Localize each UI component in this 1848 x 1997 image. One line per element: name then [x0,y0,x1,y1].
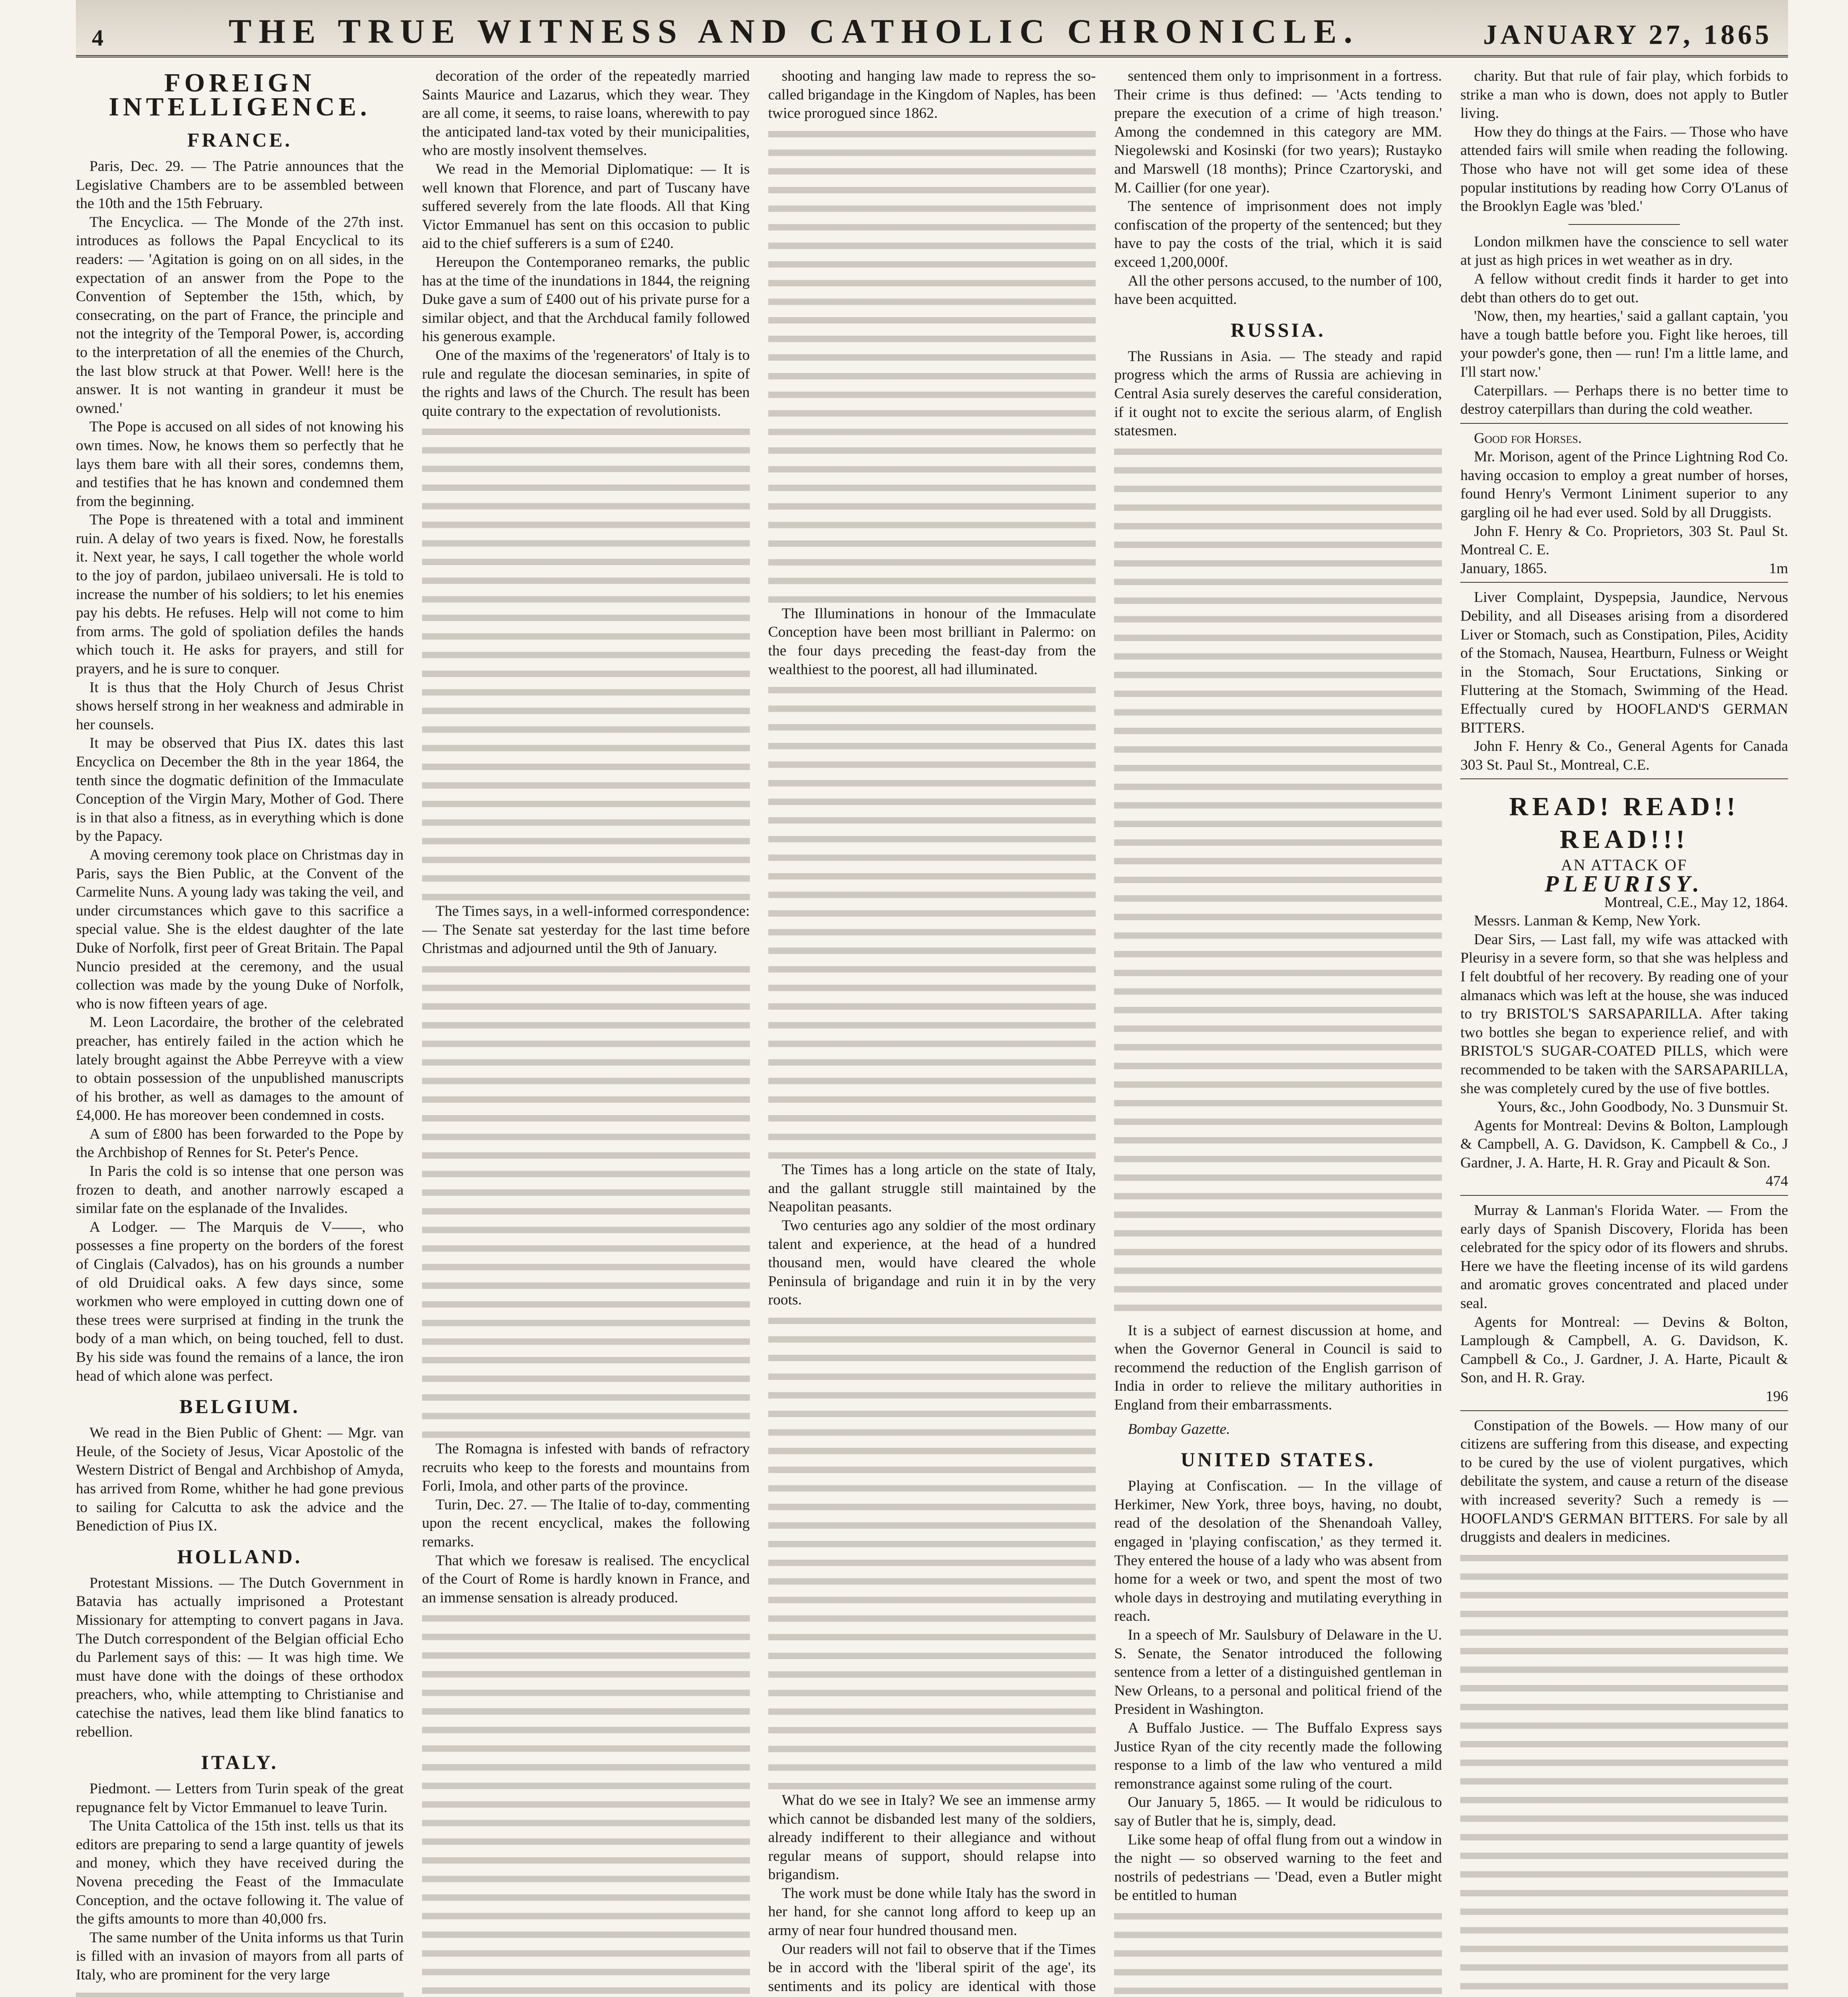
advertisement-bitters [1460,582,1788,774]
ad-signature: Yours, &c., John Goodbody, No. 3 Dunsmuir St. [1497,1099,1788,1116]
heading-italy: ITALY. [201,1751,279,1774]
ad-place: Montreal, C.E., May 12, 1864. [1604,894,1788,911]
columns [76,58,1788,1997]
ad-body: Mr. Morison, agent of the Prince Lightning Rod Co. having occasion to employ a great number of horses, found Henry's Vermont Liniment superior to any gargling oil he had ever used. Sold by all Druggists. [1460,449,1788,521]
text-continuation [768,125,1096,605]
paragraph: The work must be done while Italy has the sword in her hand, for she cannot long afford to keep up an army of near four hundred thousand men. [768,1885,1096,1939]
paragraph: Caterpillars. — Perhaps there is no better time to destroy caterpillars than during the cold weather. [1460,382,1788,418]
paragraph: 'Now, then, my hearties,' said a gallant captain, 'you have a tough battle before you. Fight like heroes, till your powder's gone, then — run! I'm a little lame, and I'll start now.' [1460,308,1788,380]
paragraph: Playing at Confiscation. — In the village of Herkimer, New York, three boys, having, no doubt, read of the desolation of the Shenandoah Valley, engaged in 'playing confiscation,' as they termed it. They entered the house of a lady who was absent from home for a week or two, and spent the most of two whole days in destroying and mutilating everything in reach. [1114,1478,1442,1625]
ad-title: Good for Horses. [1474,430,1582,447]
paragraph: sentenced them only to imprisonment in a fortress. Their crime is thus defined: — 'Acts tending to prepare the execution of a crime of high treason.' Among the condemned in this category are MM. Niegolewski and Kosinski (for two years); Rustayko and Marswell (18 months); Prince Czartoryski, and M. Caillier (for one year). [1114,68,1442,196]
paragraph: shooting and hanging law made to repress the so-called brigandage in the Kingdom of Naples, has been twice prorogued since 1862. [768,68,1096,122]
column-5 [1460,67,1788,1997]
paragraph: All the other persons accused, to the number of 100, have been acquitted. [1114,272,1442,308]
paragraph: The same number of the Unita informs us that Turin is filled with an invasion of mayors from all parts of Italy, who are prominent for the very large [76,1929,404,1983]
advertisement-pleurisy [1460,778,1788,1191]
ad-body: Dear Sirs, — Last fall, my wife was attacked with Pleurisy in a severe form, so that she was helpless and I felt doubtful of her recovery. By reading one of your almanacs which was left at the house, she was induced to try BRISTOL'S SARSAPARILLA. After taking two bottles she began to experience relief, and with BRISTOL'S SUGAR-COATED PILLS, which were recommended to be taken with the SARSAPARILLA, she was completely cured by the use of five bottles. [1460,931,1788,1097]
paragraph: In Paris the cold is so intense that one person was frozen to death, and another narrowly escaped a similar fate on the esplanade of the Invalides. [76,1163,404,1217]
section-heading-foreign: FOREIGN INTELLIGENCE. [109,68,371,121]
paragraph: We read in the Bien Public of Ghent: — Mgr. van Heule, of the Society of Jesus, Vicar Apostolic of the Western District of Bengal and Archbishop of Amyda, has arrived from Rome, whither he had gone previous to sailing for Calcutta to ask the advice and the Benediction of Pius IX. [76,1425,404,1534]
paragraph: That which we foresaw is realised. The encyclical of the Court of Rome is hardly known in France, and an immense sensation is already produced. [422,1552,750,1606]
paragraph: A sum of £800 has been forwarded to the Pope by the Archbishop of Rennes for St. Peter's Pence. [76,1126,404,1161]
paragraph: Hereupon the Contemporaneo remarks, the public has at the time of the inundations in 1844, the reigning Duke gave a sum of £400 out of his private purse for a similar object, and that the Archducal family followed his generous example. [422,254,750,345]
ad-body: Murray & Lanman's Florida Water. — From the early days of Spanish Discovery, Florida has been celebrated for the spicy odor of its flowers and shrubs. Here we have the fleeting incense of its wild gardens and aromatic groves concentrated and placed under seal. [1460,1202,1788,1312]
paragraph: A Lodger. — The Marquis de V——, who possesses a fine property on the borders of the forest of Cinglais (Calvados), has on his grounds a number of old Druidical oaks. A few days since, some workmen who were employed in cutting down one of these trees were surprised at finding in the trunk the body of a man which, on being touched, fell to dust. By his side was found the remains of a lance, the iron head of which alone was perfect. [76,1219,404,1384]
paragraph: It is thus that the Holy Church of Jesus Christ shows herself strong in her weakness and admirable in her counsels. [76,679,404,733]
ad-agents: Agents for Montreal: — Devins & Bolton, Lamplough & Campbell, A. G. Davidson, K. Campbell & Co., J. Gardner, J. A. Harte, Picault & Son, and H. R. Gray. [1460,1314,1788,1386]
heading-holland: HOLLAND. [177,1545,303,1568]
divider [1568,224,1680,225]
ad-code: 196 [1765,1388,1788,1405]
paragraph: It may be observed that Pius IX. dates this last Encyclica on December the 8th in the year 1864, the tenth since the dogmatic definition of the Immaculate Conception of the Virgin Mary, Mother of God. There is in that also a fitness, as in everything which is done by the Papacy. [76,735,404,845]
ad-dateline [1460,560,1788,578]
paragraph: The Unita Cattolica of the 15th inst. tells us that its editors are preparing to send a large quantity of jewels and money, which they have received during the Novena preceding the Feast of the Immaculate Conception, and the octave following it. The value of the gifts amounts to more than 40,000 frs. [76,1818,404,1928]
paragraph: M. Leon Lacordaire, the brother of the celebrated preacher, has entirely failed in the action which he lately brought against the Abbe Perreyve with a view to obtain possession of the unpublished manuscripts of his brother, as well as damages to the amount of £4,000. He has moreover been condemned in costs. [76,1014,404,1124]
ad-signature: John F. Henry & Co. Proprietors, 303 St. Paul St. Montreal C. E. [1460,523,1788,558]
ad-body: Liver Complaint, Dyspepsia, Jaundice, Nervous Debility, and all Diseases arising from a disordered Liver or Stomach, such as Constipation, Piles, Acidity of the Stomach, Nausea, Heartburn, Fulness or Weight in the Stomach, Sour Eructations, Sinking or Fluttering at the Stomach, Swimming of the Head. Effectually cured by HOOFLAND'S GERMAN BITTERS. [1460,589,1788,736]
advertisement-florida-water [1460,1195,1788,1406]
advertisement-constipation [1460,1410,1788,1547]
paragraph: The Times has a long article on the state of Italy, and the gallant struggle still maintained by the Neapolitan peasants. [768,1161,1096,1215]
text-continuation [1460,1549,1788,1997]
heading-united-states: UNITED STATES. [1180,1448,1376,1471]
ad-body: Constipation of the Bowels. — How many of our citizens are suffering from this disease, and expecting to be cured by the use of violent purgatives, which debilitate the system, and cause a return of the disease with increased severity? Such a remedy is — HOOFLAND'S GERMAN BITTERS. For sale by all druggists and dealers in medicines. [1460,1417,1788,1546]
column-1 [76,67,404,1997]
paragraph: The Times says, in a well-informed correspondence: — The Senate sat yesterday for the last time before Christmas and adjourned until the 9th of January. [422,903,750,957]
source-credit: Bombay Gazette. [1128,1421,1230,1437]
ad-subheadline: AN ATTACK OF [1560,856,1688,874]
paragraph: Turin, Dec. 27. — The Italie of to-day, commenting upon the recent encyclical, makes the following remarks. [422,1496,750,1550]
page-number: 4 [92,25,105,51]
paragraph: Our readers will not fail to observe that if the Times be in accord with the 'liberal spirit of the age', its sentiments and its policy are identical with those [768,1941,1096,1995]
heading-france: FRANCE. [187,129,292,151]
column-2 [422,67,750,1997]
paragraph: The sentence of imprisonment does not imply confiscation of the property of the sentenced; but they have to pay the costs of the trial, which it is said exceed 1,200,000f. [1114,198,1442,270]
paragraph: Piedmont. — Letters from Turin speak of the great repugnance felt by Victor Emmanuel to leave Turin. [76,1781,404,1816]
paragraph: The Pope is threatened with a total and imminent ruin. A delay of two years is fixed. Now, he forestalls it. Next year, he says, I call together the whole world to the joy of pardon, jubilaeo universali. He is told to increase the number of his soldiers; to let his enemies pay his debts. He refuses. Help will not come to him from arms. The gold of spoliation defiles the hands which touch it. He asks for prayers, and still for prayers, and he is sure to conquer. [76,512,404,677]
column-4 [1114,67,1442,1997]
text-continuation [1114,443,1442,1322]
ad-code: 474 [1765,1173,1788,1190]
paragraph: A moving ceremony took place on Christmas day in Paris, says the Bien Public, at the Convent of the Carmelite Nuns. A young lady was taking the veil, and under circumstances which gave to this sacrifice a special value. She is the eldest daughter of the late Duke of Norfolk, first peer of Great Britain. The Papal Nuncio presided at the ceremony, and the usual collection was made by the young Duke of Norfolk, who is now fifteen years of age. [76,846,404,1012]
heading-russia: RUSSIA. [1230,318,1326,341]
ad-addressee: Messrs. Lanman & Kemp, New York. [1474,913,1701,929]
text-continuation [1114,1908,1442,1997]
paragraph: One of the maxims of the 'regenerators' of Italy is to rule and regulate the diocesan seminaries, in spite of the rights and laws of the Church. The result has been quite contrary to the expectation of revolutionists. [422,347,750,419]
paragraph: The Illuminations in honour of the Immaculate Conception have been most brilliant in Palermo: on the four days preceding the feast-day from the wealthiest to the poorest, all had illuminated. [768,605,1096,678]
text-continuation [768,1312,1096,1791]
masthead [76,0,1788,58]
paragraph: London milkmen have the conscience to sell water at just as high prices in wet weather as in dry. [1460,233,1788,269]
advertisement-horses [1460,423,1788,578]
ad-signature: John F. Henry & Co., General Agents for Canada 303 St. Paul St., Montreal, C.E. [1460,738,1788,773]
paragraph: It is a subject of earnest discussion at home, and when the Governor General in Council is said to recommend the reduction of the English garrison of India in order to relieve the military authorities in England from their embarrassments. [1114,1322,1442,1413]
paragraph: Two centuries ago any soldier of the most ordinary talent and experience, at the head of a hundred thousand men, would have cleared the whole Peninsula of brigandage and ruin it in by the very roots. [768,1217,1096,1308]
ad-headline: READ! READ!! READ!!! [1509,792,1739,854]
text-continuation [422,961,750,1440]
paragraph: How they do things at the Fairs. — Those who have attended fairs will smile when reading the following. Those who have not will get some idea of these popular institutions by reading how Corry O'Lanus of the Brooklyn Eagle was 'bled.' [1460,123,1788,215]
paragraph: decoration of the order of the repeatedly married Saints Maurice and Lazarus, which they wear. They are all come, it seems, to raise loans, wherewith to pay the anticipated land-tax voted by their municipalities, who are mostly insolvent themselves. [422,68,750,159]
paragraph: The Romagna is infested with bands of refractory recruits who keep to the forests and mountains from Forli, Imola, and other parts of the province. [422,1441,750,1495]
ad-code: 1m [1769,560,1788,577]
paragraph: Our January 5, 1865. — It would be ridiculous to say of Butler that he is, simply, dead. [1114,1794,1442,1829]
newspaper-title: THE TRUE WITNESS AND CATHOLIC CHRONICLE. [228,12,1360,50]
paragraph: We read in the Memorial Diplomatique: — It is well known that Florence, and part of Tuscany have suffered severely from the late floods. All that King Victor Emmanuel has sent on this occasion to public aid to the chief sufferers is a sum of £240. [422,161,750,252]
paragraph: What do we see in Italy? We see an immense army which cannot be disbanded lest many of the soldiers, already indifferent to their allegiance and without regular means of support, should relapse into brigandism. [768,1792,1096,1883]
paragraph: Protestant Missions. — The Dutch Government in Batavia has actually imprisoned a Protestant Missionary for attempting to convert pagans in Java. The Dutch correspondent of the Belgian official Echo du Parlement says of this: — It was high time. We must have done with the doings of these orthodox preachers, who, while attempting to Christianise and catechise the natives, lead them like blind fanatics to rebellion. [76,1574,404,1740]
paragraph: A fellow without credit finds it harder to get into debt than others do to get out. [1460,270,1788,306]
paragraph: A Buffalo Justice. — The Buffalo Express says Justice Ryan of the city recently made the following response to a limb of the law who ventured a mild remonstrance against some ruling of the court. [1114,1719,1442,1792]
text-continuation [422,423,750,902]
issue-date: JANUARY 27, 1865 [1483,20,1772,50]
paragraph: In a speech of Mr. Saulsbury of Delaware in the U. S. Senate, the Senator introduced the following sentence from a letter of a distinguished gentleman in New Orleans, to a personal and political friend of the President in Washington. [1114,1627,1442,1718]
paragraph: charity. But that rule of fair play, which forbids to strike a man who is down, does not apply to Butler living. [1460,68,1788,122]
text-continuation [422,1610,750,1997]
paragraph: The Pope is accused on all sides of not knowing his own times. Now, he knows them so perfectly that he lays them bare with all their sores, condemns them, and testifies that he has known and condemned them from the beginning. [76,419,404,510]
paragraph: The Encyclica. — The Monde of the 27th inst. introduces as follows the Papal Encyclical to its readers: — 'Agitation is going on on all sides, in the expectation of an answer from the Pope to the Convention of September the 15th, which, by consecrating, on the part of France, the principle and not the integrity of the Temporal Power, is, according to the interpretation of all the enemies of the Church, the last blow struck at that Power. Well! here is the answer. It is not wanting in grandeur it must be owned.' [76,214,404,417]
ad-agents: Agents for Montreal: Devins & Bolton, Lamplough & Campbell, A. G. Davidson, K. Campbell & Co., J Gardner, J. A. Harte, H. R. Gray and Picault & Son. [1460,1117,1788,1171]
heading-belgium: BELGIUM. [179,1395,300,1418]
paragraph: The Russians in Asia. — The steady and rapid progress which the arms of Russia are achieving in Central Asia surely deserves the careful consideration, if it ought not to excite the serious alarm, of English statesmen. [1114,348,1442,439]
ad-keyword: PLEURISY. [1545,870,1704,897]
column-3 [768,67,1096,1997]
paragraph: Like some heap of offal flung from out a window in the night — so observed warning to the feet and nostrils of pedestrians — 'Dead, even a Butler might be entitled to human [1114,1831,1442,1904]
text-continuation [76,1987,404,1997]
ad-date: January, 1865. [1460,560,1547,577]
text-continuation [768,681,1096,1161]
paragraph: Paris, Dec. 29. — The Patrie announces that the Legislative Chambers are to be assembled between the 10th and the 15th February. [76,158,404,212]
